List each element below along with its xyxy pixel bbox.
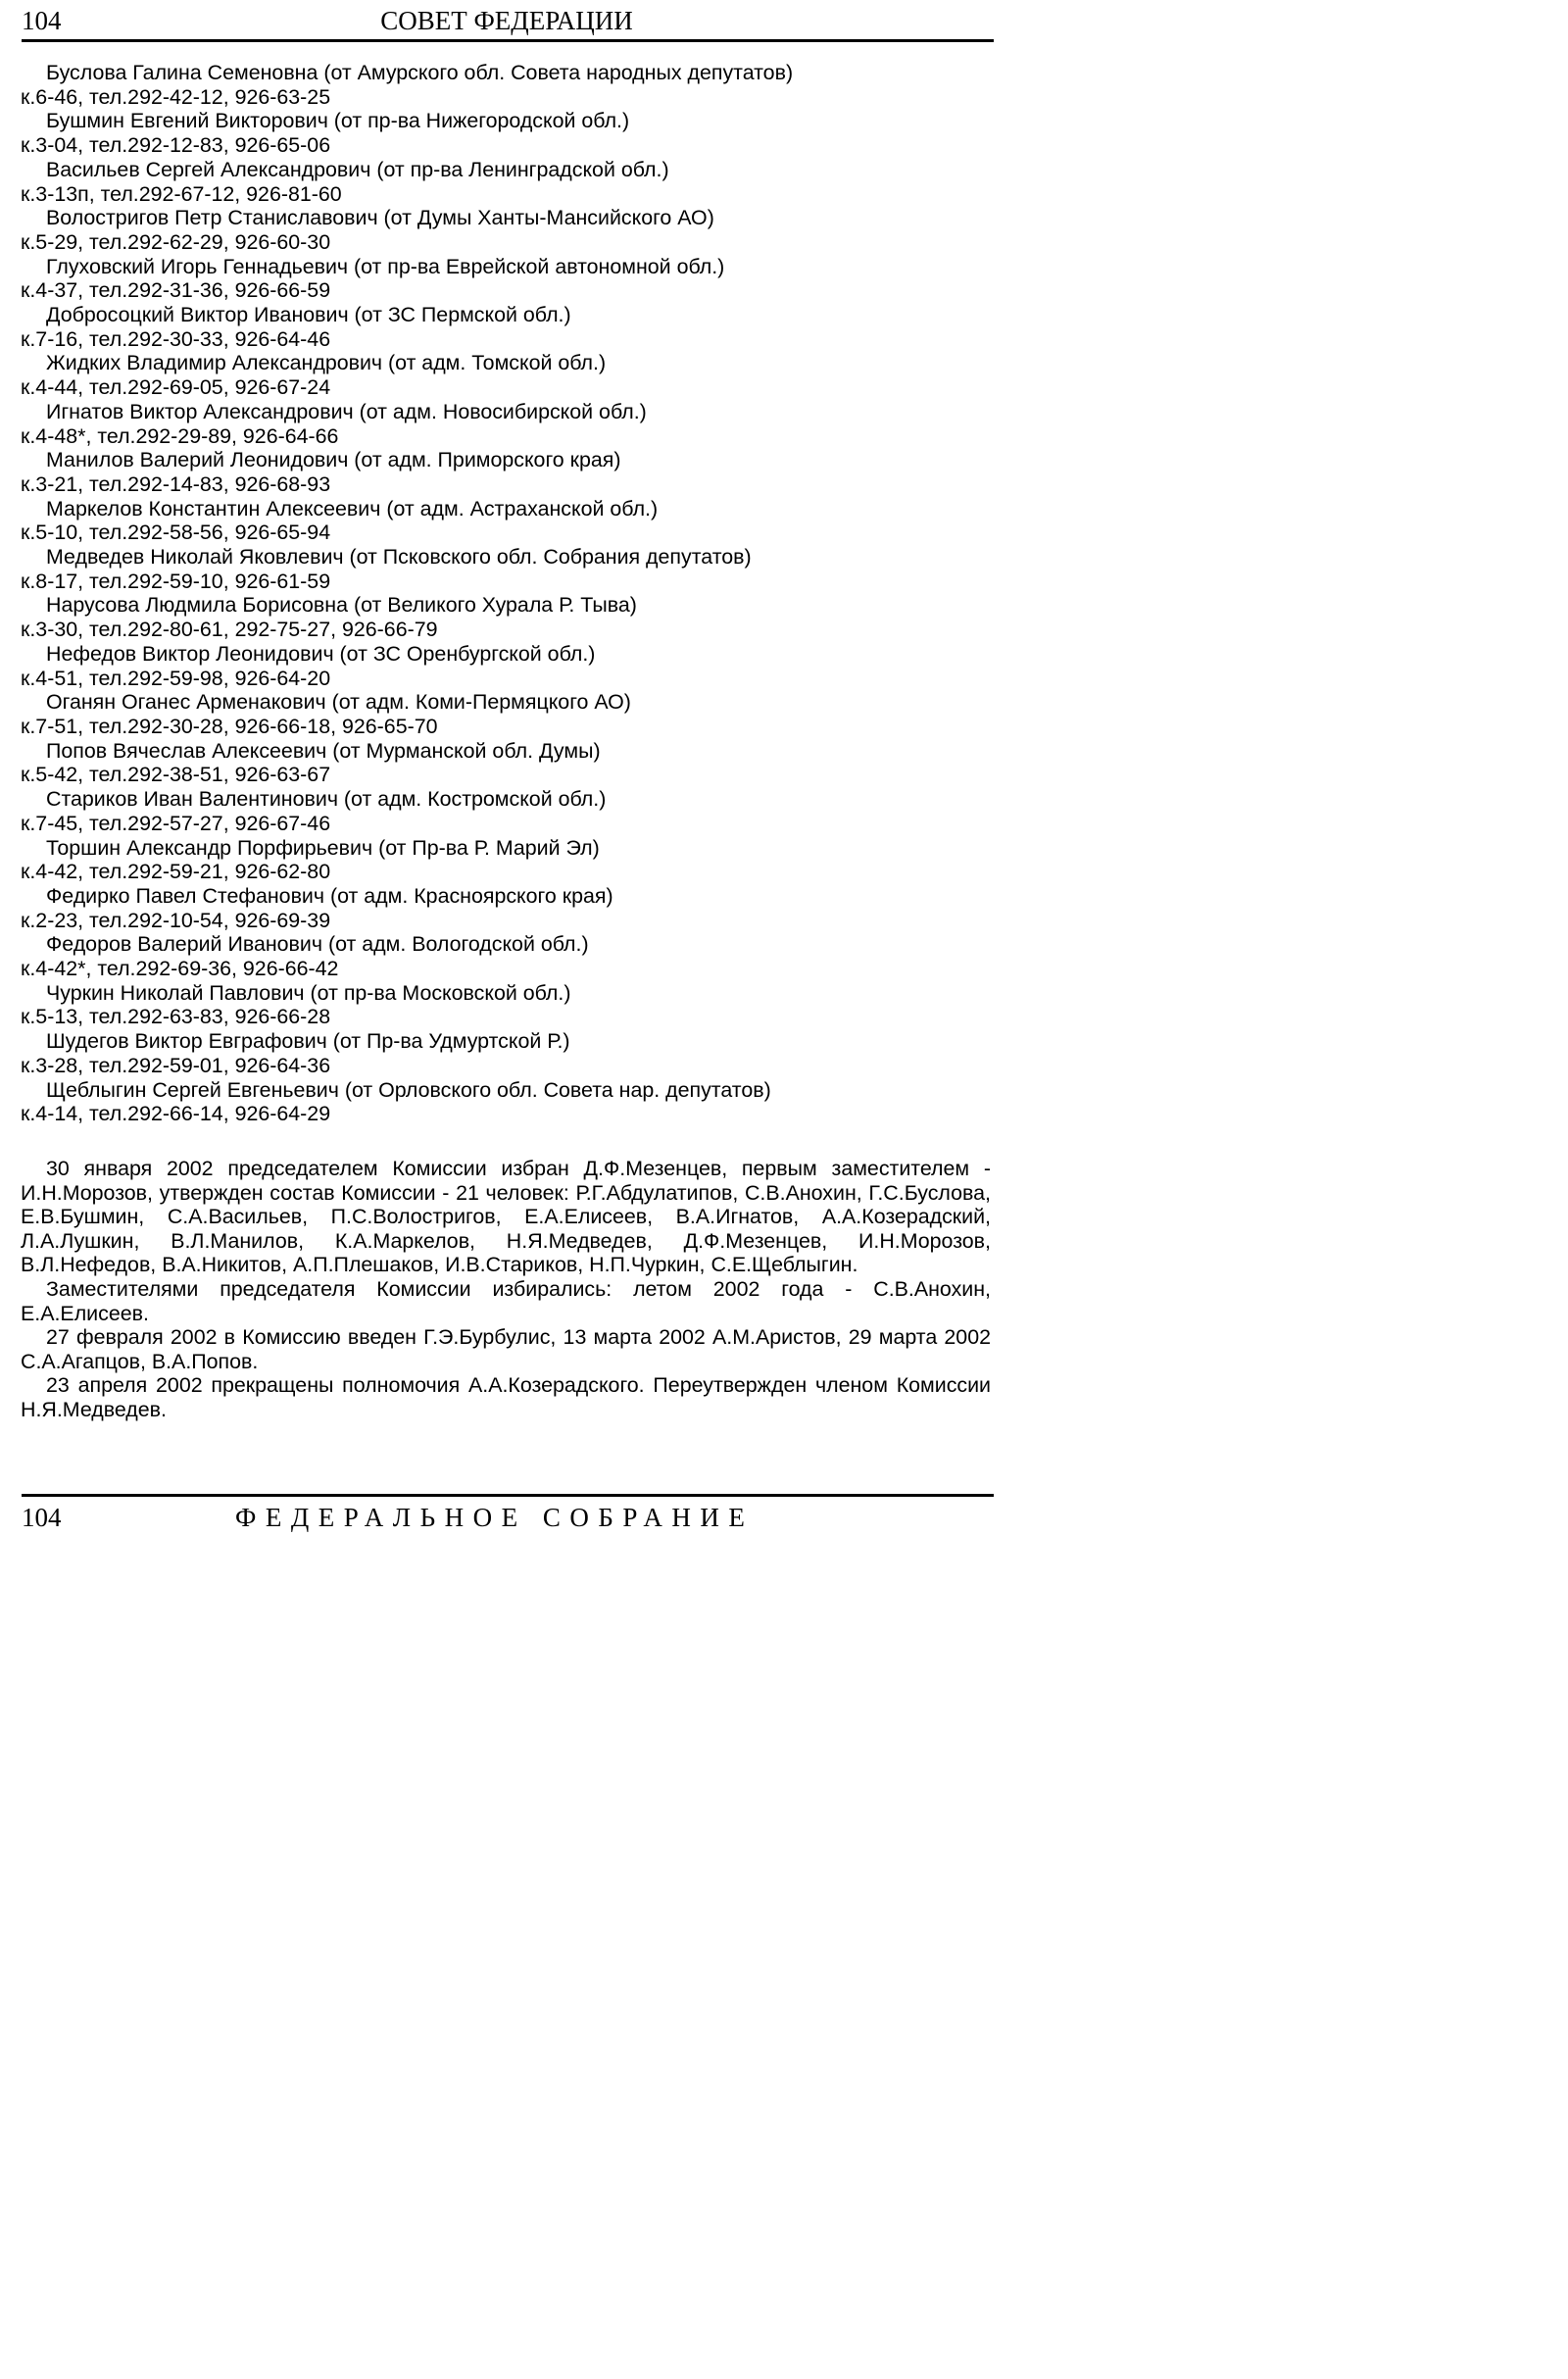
member-name: Добросоцкий Виктор Иванович (от ЗС Пермской обл.) [46, 303, 571, 327]
paragraph-terminations: 23 апреля 2002 прекращены полномочия А.А.Козерадского. Переутвержден членом Комиссии Н.Я.Медведев. [21, 1373, 991, 1421]
member-contacts: к.2-23, тел.292-10-54, 926-69-39 [21, 908, 331, 932]
member-contacts: к.7-45, тел.292-57-27, 926-67-46 [21, 811, 331, 835]
paragraph-composition: 30 января 2002 председателем Комиссии избран Д.Ф.Мезенцев, первым заместителем - И.Н.Морозов, утвержден состав Комиссии - 21 человек: Р.Г.Абдулатипов, С.В.Анохин, Г.С.Буслова, Е.В.Бушмин, С.А.Васильев, П.С.Волостригов, Е.А.Елисеев, В.А.Игнатов, А.А.Козерадский, Л.А.Лушкин, В.Л.Манилов, К.А.Маркелов, Н.Я.Медведев, Д.Ф.Мезенцев, И.Н.Морозов, [21, 1157, 991, 1253]
commission-notes [21, 1157, 991, 1422]
member-name: Манилов Валерий Леонидович (от адм. Приморского края) [46, 448, 621, 472]
roster-entry [21, 690, 991, 738]
member-name: Маркелов Константин Алексеевич (от адм. Астраханской обл.) [46, 496, 659, 520]
member-contacts: к.3-13п, тел.292-67-12, 926-81-60 [21, 181, 342, 206]
roster-entry [21, 545, 991, 593]
member-name: Федоров Валерий Иванович (от адм. Вологодской обл.) [46, 932, 589, 957]
member-roster [21, 61, 991, 1126]
member-contacts: к.7-16, тел.292-30-33, 926-64-46 [21, 326, 331, 351]
member-name: Попов Вячеслав Алексеевич (от Мурманской обл. Думы) [46, 738, 601, 763]
paragraph-additions: 27 февраля 2002 в Комиссию введен Г.Э.Бурбулис, 13 марта 2002 А.М.Аристов, 29 марта 2002 С.А.Агапцов, В.А.Попов. [21, 1325, 991, 1373]
roster-entry [21, 932, 991, 980]
member-contacts: к.4-51, тел.292-59-98, 926-64-20 [21, 666, 331, 690]
member-contacts: к.4-48*, тел.292-29-89, 926-64-66 [21, 423, 339, 448]
member-name: Буслова Галина Семеновна (от Амурского обл. Совета народных депутатов) [46, 61, 794, 84]
roster-entry [21, 739, 991, 787]
member-name: Торшин Александр Порфирьевич (от Пр-ва Р. Марий Эл) [46, 835, 600, 860]
footer-page-number: 104 [22, 1503, 62, 1532]
paragraph-composition-end: В.Л.Нефедов, В.А.Никитов, А.П.Плешаков, И.В.Стариков, Н.П.Чуркин, С.Е.Щеблыгин. [21, 1253, 858, 1277]
roster-entry [21, 1078, 991, 1126]
member-name: Васильев Сергей Александрович (от пр-ва Ленинградской обл.) [46, 157, 669, 181]
member-contacts: к.5-13, тел.292-63-83, 926-66-28 [21, 1005, 331, 1029]
member-name: Оганян Оганес Арменакович (от адм. Коми-Пермяцкого АО) [46, 690, 631, 715]
member-name: Шудегов Виктор Евграфович (от Пр-ва Удмуртской Р.) [46, 1029, 570, 1054]
roster-entry [21, 303, 991, 351]
member-contacts: к.5-42, тел.292-38-51, 926-63-67 [21, 763, 331, 787]
member-contacts: к.4-44, тел.292-69-05, 926-67-24 [21, 375, 331, 400]
member-name: Щеблыгин Сергей Евгеньевич (от Орловского обл. Совета нар. депутатов) [46, 1077, 771, 1102]
roster-entry [21, 206, 991, 254]
member-name: Чуркин Николай Павлович (от пр-ва Московской обл.) [46, 980, 571, 1005]
member-contacts: к.4-42*, тел.292-69-36, 926-66-42 [21, 957, 339, 981]
footer-rule [22, 1494, 994, 1497]
member-contacts: к.3-30, тел.292-80-61, 292-75-27, 926-66-79 [21, 618, 438, 642]
roster-entry [21, 61, 991, 109]
member-contacts: к.3-28, тел.292-59-01, 926-64-36 [21, 1053, 331, 1077]
member-contacts: к.7-51, тел.292-30-28, 926-66-18, 926-65-70 [21, 714, 438, 738]
roster-entry [21, 351, 991, 399]
roster-entry [21, 642, 991, 690]
member-name: Нарусова Людмила Борисовна (от Великого Хурала Р. Тыва) [46, 593, 637, 618]
roster-entry [21, 593, 991, 641]
roster-entry [21, 255, 991, 303]
member-contacts: к.4-14, тел.292-66-14, 926-64-29 [21, 1102, 331, 1126]
member-name: Медведев Николай Яковлевич (от Псковского обл. Собрания депутатов) [46, 545, 752, 570]
document-page [0, 0, 1004, 1538]
roster-entry [21, 448, 991, 496]
member-name: Игнатов Виктор Александрович (от адм. Новосибирской обл.) [46, 399, 647, 423]
member-contacts: к.6-46, тел.292-42-12, 926-63-25 [21, 84, 331, 109]
roster-entry [21, 1029, 991, 1077]
header-rule [22, 39, 994, 42]
paragraph-deputies: Заместителями председателя Комиссии избирались: летом 2002 года - С.В.Анохин, Е.А.Елисеев. [21, 1276, 991, 1325]
member-contacts: к.4-37, тел.292-31-36, 926-66-59 [21, 278, 331, 303]
member-name: Волостригов Петр Станиславович (от Думы Ханты-Мансийского АО) [46, 206, 714, 230]
member-contacts: к.3-21, тел.292-14-83, 926-68-93 [21, 471, 331, 496]
member-contacts: к.4-42, тел.292-59-21, 926-62-80 [21, 860, 331, 884]
roster-entry [21, 109, 991, 157]
member-contacts: к.8-17, тел.292-59-10, 926-61-59 [21, 569, 331, 593]
header-title: СОВЕТ ФЕДЕРАЦИИ [380, 6, 633, 35]
roster-entry [21, 158, 991, 206]
member-contacts: к.3-04, тел.292-12-83, 926-65-06 [21, 133, 331, 158]
member-name: Глуховский Игорь Геннадьевич (от пр-ва Еврейской автономной обл.) [46, 254, 725, 278]
member-name: Стариков Иван Валентинович (от адм. Костромской обл.) [46, 787, 607, 812]
member-name: Нефедов Виктор Леонидович (от ЗС Оренбургской обл.) [46, 641, 596, 666]
member-name: Жидких Владимир Александрович (от адм. Томской обл.) [46, 351, 607, 375]
roster-entry [21, 836, 991, 884]
roster-entry [21, 497, 991, 545]
roster-entry [21, 787, 991, 835]
member-contacts: к.5-10, тел.292-58-56, 926-65-94 [21, 520, 331, 545]
member-contacts: к.5-29, тел.292-62-29, 926-60-30 [21, 229, 331, 254]
footer-title: ФЕДЕРАЛЬНОЕ СОБРАНИЕ [235, 1503, 755, 1532]
roster-entry [21, 981, 991, 1029]
roster-entry [21, 400, 991, 448]
header-page-number: 104 [22, 6, 62, 35]
member-name: Федирко Павел Стефанович (от адм. Красноярского края) [46, 883, 613, 908]
member-name: Бушмин Евгений Викторович (от пр-ва Нижегородской обл.) [46, 109, 630, 133]
roster-entry [21, 884, 991, 932]
